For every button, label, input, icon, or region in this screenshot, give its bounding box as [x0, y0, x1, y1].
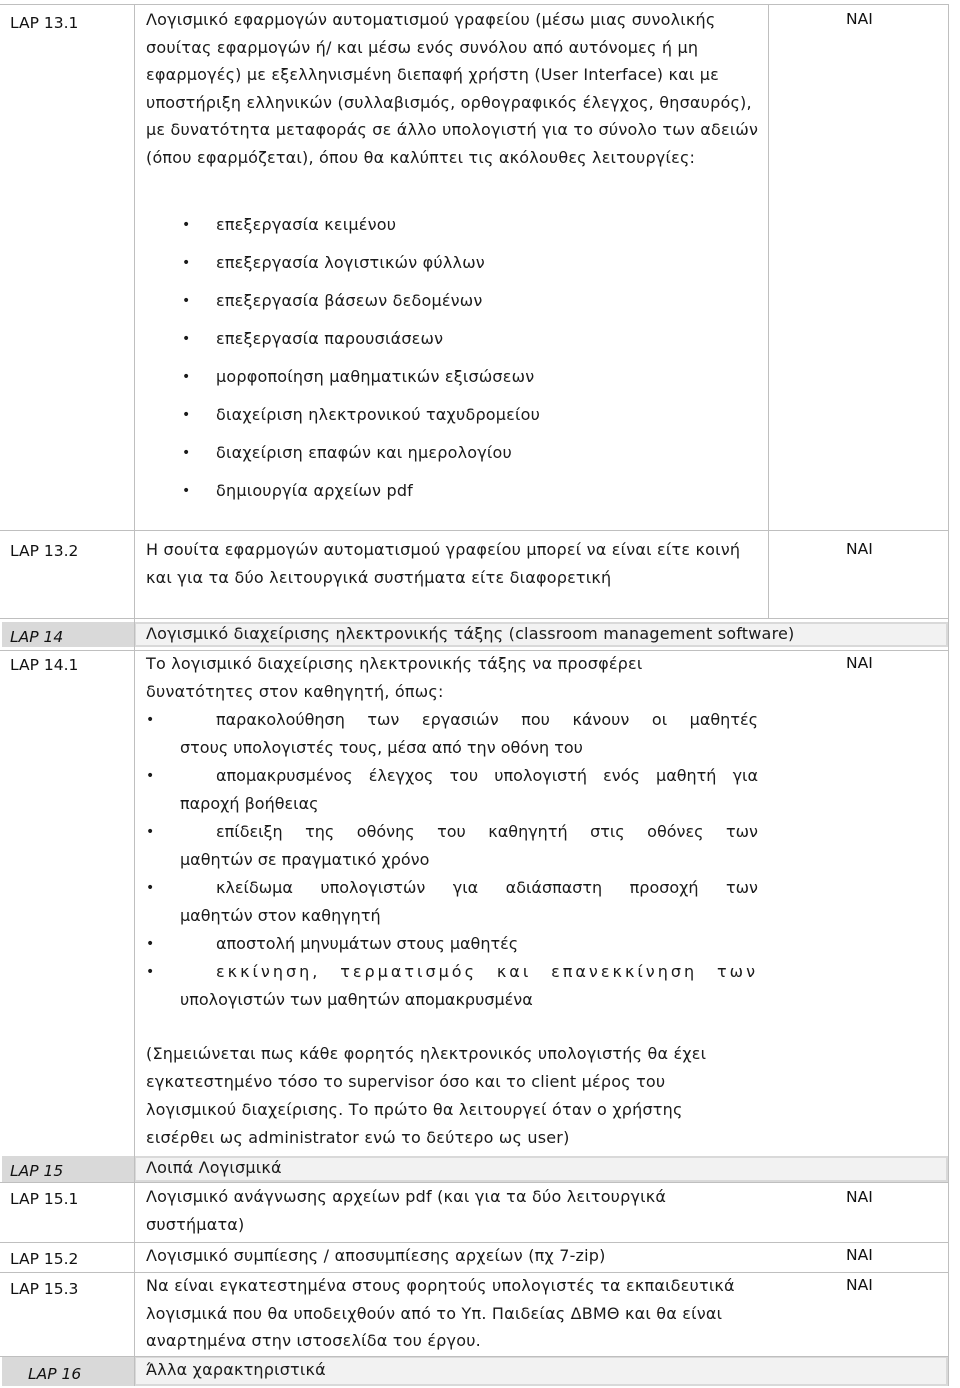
- requirement-note: (Σημειώνεται πως κάθε φορητός ηλεκτρονικός υπολογιστής θα έχει εγκατεστημένο τόσο το supervisor όσο και το client μέρος του λογισμικού διαχείρισης. Το πρώτο θα λειτουργεί όταν ο χρήστης εισέρθει ως administrator ενώ το δεύτερο ως user): [146, 1044, 707, 1147]
- list-item: • επίδειξη της οθόνης του καθηγητή στις οθόνες των μαθητών σε πραγματικό χρόνο: [146, 818, 758, 874]
- compliance-answer: ΝΑΙ: [846, 10, 873, 28]
- column-divider: [948, 4, 949, 1386]
- row-id: LAP 15.3: [10, 1280, 79, 1298]
- list-item: • απομακρυσμένος έλεγχος του υπολογιστή ενός μαθητή για παροχή βοήθειας: [146, 762, 758, 818]
- compliance-answer: ΝΑΙ: [846, 1188, 873, 1206]
- list-item: • αποστολή μηνυμάτων στους μαθητές: [146, 930, 758, 958]
- list-item: • επεξεργασία κειμένου: [146, 210, 540, 248]
- compliance-answer: ΝΑΙ: [846, 540, 873, 558]
- list-item: • κλείδωμα υπολογιστών για αδιάσπαστη προσοχή των μαθητών στον καθηγητή: [146, 874, 758, 930]
- section-title: Λοιπά Λογισμικά: [146, 1158, 282, 1177]
- row-id: LAP 15.1: [10, 1190, 79, 1208]
- list-item: • εκκίνηση, τερματισμός και επανεκκίνηση των υπολογιστών των μαθητών απομακρυσμένα: [146, 958, 758, 1014]
- requirement-text: Λογισμικό εφαρμογών αυτοματισμού γραφείου (μέσω μιας συνολικής σουίτας εφαρμογών ή/ και μέσω ενός συνόλου από αυτόνομες ή μη εφαρμογές) με εξελληνισμένη διεπαφή χρήστη (User Interface) και με υποστήριξη ελληνικών (συλλαβισμός, ορθογραφικός έλεγχος, θησαυρός), με δυνατότητα μεταφοράς σε άλλο υπολογιστή για το σύνολο των αδειών (όπου εφαρμόζεται), όπου θα καλύπτει τις ακόλουθες λειτουργίες:: [146, 10, 759, 167]
- compliance-answer: ΝΑΙ: [846, 1276, 873, 1294]
- row-id: LAP 13.1: [10, 14, 79, 32]
- column-divider: [768, 4, 769, 618]
- list-item: • δημιουργία αρχείων pdf: [146, 476, 540, 514]
- list-item: • επεξεργασία βάσεων δεδομένων: [146, 286, 540, 324]
- row-divider: [0, 4, 948, 5]
- list-item: • επεξεργασία λογιστικών φύλλων: [146, 248, 540, 286]
- compliance-answer: ΝΑΙ: [846, 1246, 873, 1264]
- requirement-text: Λογισμικό συμπίεσης / αποσυμπίεσης αρχείων (πχ 7-zip): [146, 1246, 606, 1265]
- row-divider: [0, 618, 948, 619]
- row-id: LAP 14.1: [10, 656, 79, 674]
- list-item: • παρακολούθηση των εργασιών που κάνουν οι μαθητές στους υπολογιστές τους, μέσα από την οθόνη του: [146, 706, 758, 762]
- row-id: LAP 13.2: [10, 542, 79, 560]
- section-id: LAP 15: [10, 1162, 64, 1180]
- capability-list: [146, 706, 758, 1014]
- list-item: • διαχείριση επαφών και ημερολογίου: [146, 438, 540, 476]
- section-title: Λογισμικό διαχείρισης ηλεκτρονικής τάξης (classroom management software): [146, 624, 795, 643]
- requirement-text: Λογισμικό ανάγνωσης αρχείων pdf (και για τα δύο λειτουργικά συστήματα): [146, 1187, 667, 1234]
- requirement-text: Η σουίτα εφαρμογών αυτοματισμού γραφείου μπορεί να είναι είτε κοινή και για τα δύο λειτουργικά συστήματα είτε διαφορετική: [146, 540, 741, 587]
- list-item: • διαχείριση ηλεκτρονικού ταχυδρομείου: [146, 400, 540, 438]
- requirement-text: Να είναι εγκατεστημένα στους φορητούς υπολογιστές τα εκπαιδευτικά λογισμικά που θα υποδειχθούν από το Υπ. Παιδείας ΔΒΜΘ και θα είναι αναρτημένα στην ιστοσελίδα του έργου.: [146, 1276, 735, 1350]
- list-item: • επεξεργασία παρουσιάσεων: [146, 324, 540, 362]
- requirement-intro: Το λογισμικό διαχείρισης ηλεκτρονικής τάξης να προσφέρει δυνατότητες στον καθηγητή, όπως:: [146, 654, 643, 701]
- section-id: LAP 14: [10, 628, 64, 646]
- row-divider: [0, 530, 948, 531]
- compliance-answer: ΝΑΙ: [846, 654, 873, 672]
- column-divider: [134, 4, 135, 1386]
- section-title: Άλλα χαρακτηριστικά: [146, 1360, 326, 1379]
- function-list: [146, 210, 540, 514]
- section-id: LAP 16: [28, 1365, 82, 1383]
- list-item: • μορφοποίηση μαθηματικών εξισώσεων: [146, 362, 540, 400]
- row-id: LAP 15.2: [10, 1250, 79, 1268]
